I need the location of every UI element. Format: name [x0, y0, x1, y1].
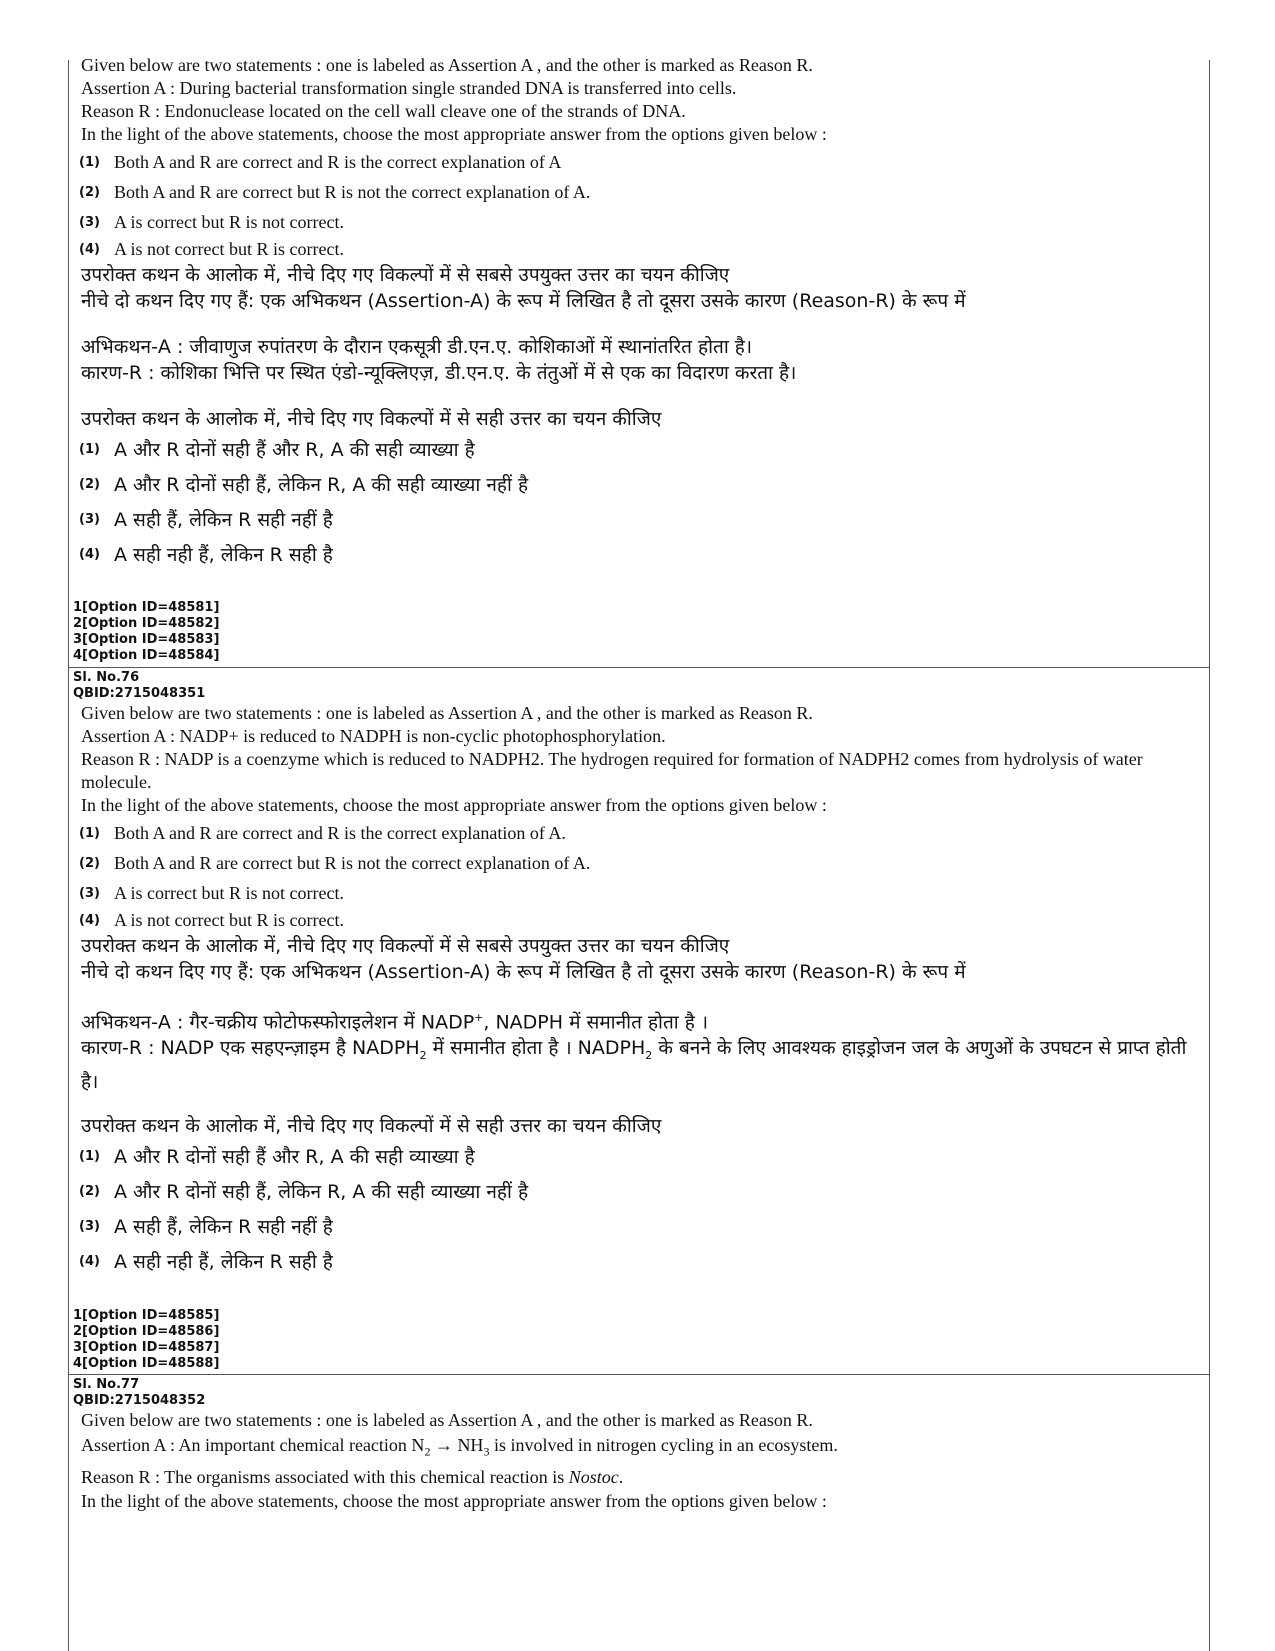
hi-assertion-part: अभिकथन-A : गैर-चक्रीय फोटोफस्फोराइलेशन में NADP	[81, 1011, 475, 1034]
en-option-4	[69, 239, 1209, 262]
option-id: 3[Option ID=48587]	[73, 1340, 220, 1355]
en-reason: Reason R : Endonuclease located on the cell wall cleave one of the strands of DNA.	[81, 101, 686, 121]
hi-option-4	[69, 541, 1209, 576]
option-text: A और R दोनों सही हैं और R, A की सही व्याख्या है	[114, 439, 475, 461]
hi-reason-part: में समानीत होता है । NADPH	[426, 1037, 646, 1060]
option-text: A और R दोनों सही हैं और R, A की सही व्याख्या है	[114, 1146, 475, 1169]
hi-prompt-top: उपरोक्त कथन के आलोक में, नीचे दिए गए विकल्पों में से सबसे उपयुक्त उत्तर का चयन कीजिए	[81, 935, 730, 957]
en-prompt: In the light of the above statements, choose the most appropriate answer from the options given below :	[81, 1490, 827, 1511]
en-assertion: Assertion A : During bacterial transformation single stranded DNA is transferred into cells.	[81, 78, 737, 98]
en-intro: Given below are two statements : one is labeled as Assertion A , and the other is marked as Reason R.	[81, 1410, 813, 1430]
option-number: (3)	[79, 512, 100, 527]
en-option-4	[69, 910, 1209, 933]
option-text: A is correct but R is not correct.	[114, 212, 344, 232]
question-divider	[69, 1374, 1209, 1375]
qbid: QBID:2715048351	[73, 686, 206, 701]
option-number: (4)	[79, 242, 100, 257]
en-option-1	[69, 152, 1209, 182]
hi-assertion	[69, 1005, 1209, 1035]
option-id: 2[Option ID=48586]	[73, 1324, 220, 1339]
option-id: 1[Option ID=48581]	[73, 600, 220, 615]
en-assertion	[69, 1432, 1209, 1465]
option-text: A सही हैं, लेकिन R सही नहीं है	[114, 1216, 333, 1239]
option-text: A is not correct but R is correct.	[114, 239, 344, 259]
hi-intro: नीचे दो कथन दिए गए हैं: एक अभिकथन (Assertion-A) के रूप में लिखित है तो दूसरा उसके कारण (Reason-R) के रूप में	[81, 290, 966, 312]
hi-option-1	[69, 436, 1209, 471]
option-number: (3)	[79, 215, 100, 230]
hi-reason-part: के बनने के लिए आवश्यक हाइड्रोजन जल के अणुओं के उपघटन से प्राप्त होती है।	[81, 1037, 1187, 1094]
option-number: (2)	[79, 1184, 100, 1200]
option-text: A सही नही हैं, लेकिन R सही है	[114, 1251, 333, 1274]
subscript: 3	[483, 1444, 490, 1459]
question-77	[69, 1377, 1209, 1513]
hi-option-2	[69, 1178, 1209, 1213]
hi-reason	[69, 1035, 1209, 1095]
en-reason-part: .	[618, 1466, 624, 1487]
option-text: A और R दोनों सही हैं, लेकिन R, A की सही व्याख्या नहीं है	[114, 474, 529, 496]
option-text: A is not correct but R is correct.	[114, 910, 344, 930]
en-intro: Given below are two statements : one is labeled as Assertion A , and the other is marked as Reason R.	[81, 703, 813, 723]
option-id-list	[69, 600, 1209, 664]
question-76	[69, 670, 1209, 1283]
hi-option-4	[69, 1248, 1209, 1283]
hi-prompt: उपरोक्त कथन के आलोक में, नीचे दिए गए विकल्पों में से सही उत्तर का चयन कीजिए	[81, 1115, 662, 1138]
en-option-3	[69, 883, 1209, 910]
en-reason: Reason R : NADP is a coenzyme which is reduced to NADPH2. The hydrogen required for formation of NADPH2 comes from hydrolysis of water molecule.	[81, 749, 1143, 792]
en-assertion: Assertion A : NADP+ is reduced to NADPH is non-cyclic photophosphorylation.	[81, 726, 666, 746]
option-id: 2[Option ID=48582]	[73, 616, 220, 631]
option-number: (4)	[79, 1254, 100, 1270]
hi-option-2	[69, 471, 1209, 506]
option-number: (4)	[79, 547, 100, 562]
option-number: (3)	[79, 1219, 100, 1235]
question-divider	[69, 667, 1209, 668]
option-number: (4)	[79, 913, 100, 928]
option-id: 4[Option ID=48584]	[73, 648, 220, 663]
subscript: 2	[419, 1049, 427, 1063]
option-text: Both A and R are correct and R is the correct explanation of A.	[114, 823, 566, 843]
option-text: A सही नही हैं, लेकिन R सही है	[114, 544, 333, 566]
en-assertion-part: Assertion A : An important chemical reaction N	[81, 1435, 425, 1455]
en-prompt: In the light of the above statements, choose the most appropriate answer from the options given below :	[81, 795, 827, 815]
question-75	[69, 54, 1209, 576]
en-option-3	[69, 212, 1209, 239]
en-reason-part: Reason R : The organisms associated with this chemical reaction is	[81, 1466, 569, 1487]
option-text: A और R दोनों सही हैं, लेकिन R, A की सही व्याख्या नहीं है	[114, 1181, 529, 1204]
subscript: 2	[645, 1049, 653, 1063]
en-option-1	[69, 823, 1209, 853]
superscript: +	[474, 1011, 484, 1024]
question-page	[68, 55, 1210, 1651]
option-id-list	[69, 1308, 1209, 1372]
hi-option-3	[69, 506, 1209, 541]
hi-assertion: अभिकथन-A : जीवाणुज रुपांतरण के दौरान एकसूत्री डी.एन.ए. कोशिकाओं में स्थानांतरित होता है।	[81, 336, 753, 358]
option-number: (3)	[79, 886, 100, 901]
hi-assertion-part: , NADPH में समानीत होता है ।	[483, 1011, 709, 1034]
en-prompt: In the light of the above statements, choose the most appropriate answer from the options given below :	[81, 124, 827, 144]
hi-reason-part: कारण-R : NADP एक सहएन्ज़ाइम है NADPH	[81, 1037, 420, 1060]
hi-intro: नीचे दो कथन दिए गए हैं: एक अभिकथन (Assertion-A) के रूप में लिखित है तो दूसरा उसके कारण (Reason-R) के रूप में	[81, 961, 966, 983]
en-option-2	[69, 182, 1209, 212]
en-intro: Given below are two statements : one is labeled as Assertion A , and the other is marked as Reason R.	[81, 55, 813, 75]
en-assertion-part: → NH	[430, 1435, 484, 1455]
option-id: 1[Option ID=48585]	[73, 1308, 220, 1323]
option-id: 3[Option ID=48583]	[73, 632, 220, 647]
hi-prompt: उपरोक्त कथन के आलोक में, नीचे दिए गए विकल्पों में से सही उत्तर का चयन कीजिए	[81, 408, 662, 430]
qbid: QBID:2715048352	[73, 1393, 206, 1408]
serial-number: Sl. No.76	[73, 670, 140, 685]
option-number: (1)	[79, 1149, 100, 1165]
option-text: Both A and R are correct but R is not the correct explanation of A.	[114, 853, 591, 873]
en-option-2	[69, 853, 1209, 883]
subscript: 2	[424, 1444, 431, 1459]
option-text: Both A and R are correct but R is not the correct explanation of A.	[114, 182, 591, 202]
en-assertion-part: is involved in nitrogen cycling in an ecosystem.	[489, 1435, 838, 1455]
organism-name: Nostoc	[568, 1466, 619, 1487]
option-text: A सही हैं, लेकिन R सही नहीं है	[114, 509, 333, 531]
hi-option-3	[69, 1213, 1209, 1248]
option-number: (1)	[79, 155, 100, 170]
option-text: A is correct but R is not correct.	[114, 883, 344, 903]
option-text: Both A and R are correct and R is the correct explanation of A	[114, 152, 562, 172]
hi-reason: कारण-R : कोशिका भित्ति पर स्थित एंडो-न्यूक्लिएज़, डी.एन.ए. के तंतुओं में से एक का विदारण करता है।	[81, 362, 797, 384]
serial-number: Sl. No.77	[73, 1377, 140, 1392]
option-number: (2)	[79, 856, 100, 871]
option-number: (1)	[79, 442, 100, 457]
en-reason	[69, 1465, 1209, 1490]
option-number: (2)	[79, 477, 100, 492]
option-number: (1)	[79, 826, 100, 841]
hi-option-1	[69, 1143, 1209, 1178]
option-number: (2)	[79, 185, 100, 200]
hi-prompt-top: उपरोक्त कथन के आलोक में, नीचे दिए गए विकल्पों में से सबसे उपयुक्त उत्तर का चयन कीजिए	[81, 264, 730, 286]
option-id: 4[Option ID=48588]	[73, 1356, 220, 1371]
